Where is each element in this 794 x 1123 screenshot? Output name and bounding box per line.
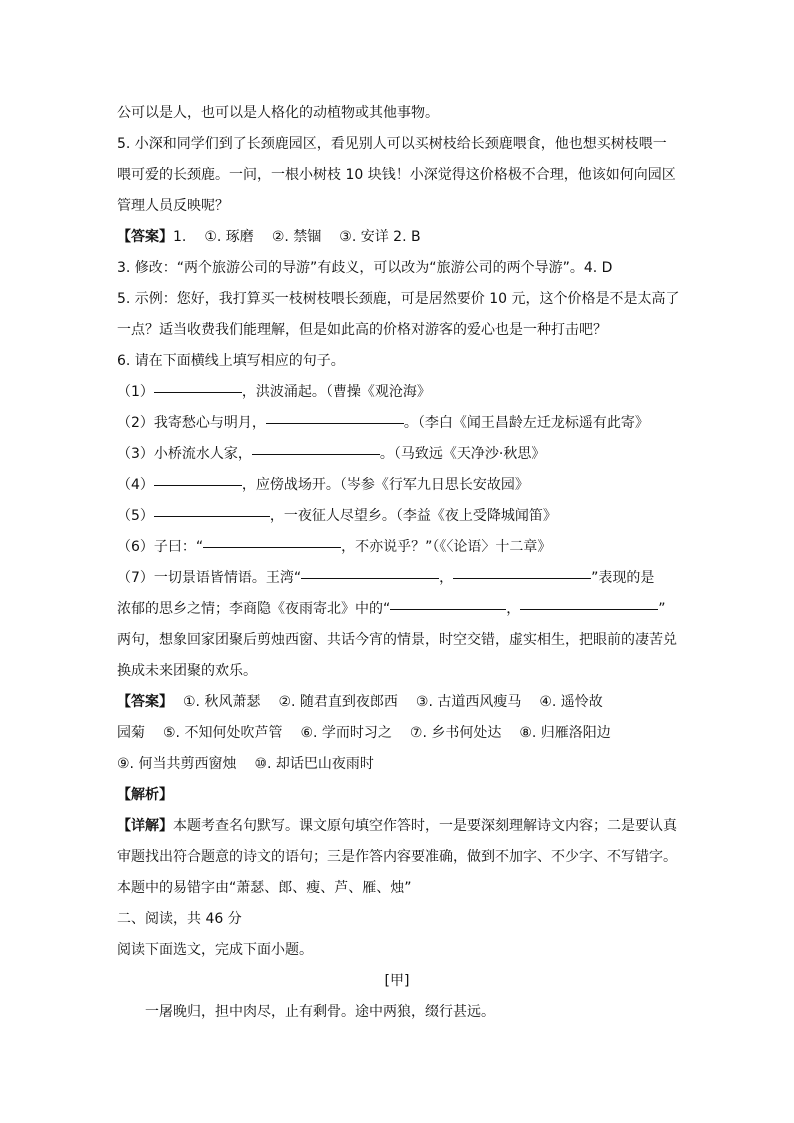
blank-suffix: ，洪波涌起。（曹操《观沧海》 [241, 384, 431, 400]
answer-blank [154, 515, 270, 517]
answer-blank [301, 577, 439, 579]
document-page [117, 98, 680, 1028]
blank-separator: ， [439, 570, 454, 586]
answer-item: ⑦. 乡书何处达 [409, 725, 502, 741]
answer-item: ④. 遥怜故 [539, 694, 603, 710]
answer-blank [203, 546, 341, 548]
answer-item: ②. 禁锢 [271, 229, 322, 245]
blank-suffix: ” [658, 601, 666, 617]
blank-separator: ， [506, 601, 521, 617]
answer-blank [252, 453, 380, 455]
blank-prefix: （6）子曰：“ [117, 539, 204, 555]
passage-label: [甲] [384, 973, 410, 989]
answer-item: ③. 安详 2. B [339, 229, 421, 245]
text-line: 本题中的易错字由“萧瑟、郎、瘦、芦、雁、烛” [117, 880, 412, 896]
answer-item: ②. 随君直到夜郎西 [278, 694, 398, 710]
blank-suffix: 。（马致远《天净沙·秋思》 [379, 446, 546, 462]
blank-suffix: ，一夜征人尽望乡。（李益《夜上受降城闻笛》 [269, 508, 557, 524]
answer-blank [453, 577, 591, 579]
text-line: 喂可爱的长颈鹿。一问，一根小树枝 10 块钱！小深觉得这价格极不合理，他该如何向园区 [117, 167, 676, 183]
blank-suffix: ，应傍战场开。（岑参《行军九日思长安故园》 [241, 477, 529, 493]
fill-blank-5 [117, 501, 677, 532]
answer-line-2 [117, 687, 677, 718]
fill-blank-2 [117, 408, 677, 439]
text-line: 两句，想象回家团聚后剪烛西窗、共话今宵的情景，时空交错，虚实相生，把眼前的凄苦兑 [117, 632, 677, 648]
blank-prefix: （4） [117, 477, 154, 493]
fill-blank-7 [117, 563, 677, 594]
answer-blank [390, 608, 506, 610]
blank-prefix: 浓郁的思乡之情；李商隐《夜雨寄北》中的“ [117, 601, 391, 617]
answer-item: ③. 古道西风瘦马 [415, 694, 522, 710]
blank-prefix: （3）小桥流水人家， [117, 446, 252, 462]
text-line: 换成未来团聚的欢乐。 [117, 663, 257, 679]
answer-item: 1. [173, 229, 187, 245]
blank-prefix: （5） [117, 508, 154, 524]
answer-blank [520, 608, 658, 610]
question-5-text: 5. 小深和同学们到了长颈鹿园区，看见别人可以买树枝给长颈鹿喂食，他也想买树枝喂一 [117, 136, 667, 152]
fill-blank-8 [117, 594, 677, 625]
answer-item: ⑤. 不知何处吹芦管 [163, 725, 283, 741]
blank-prefix: （1） [117, 384, 154, 400]
answer-item: ⑥. 学而时习之 [300, 725, 392, 741]
text-line: 3. 修改：“两个旅游公司的导游”有歧义，可以改为“旅游公司的两个导游”。4. D [117, 260, 613, 276]
answer-line-4 [117, 749, 677, 780]
answer-line-1 [117, 222, 677, 253]
answer-item: ①. 秋风萧瑟 [183, 694, 261, 710]
instruction-text: 阅读下面选文，完成下面小题。 [117, 942, 313, 958]
passage-text: 一屠晚归，担中肉尽，止有剩骨。途中两狼，缀行甚远。 [145, 1004, 495, 1020]
fill-blank-3 [117, 439, 677, 470]
detail-line [117, 811, 677, 842]
fill-blank-6 [117, 532, 677, 563]
answer-line-3 [117, 718, 677, 749]
fill-blank-1 [117, 377, 677, 408]
blank-prefix: （7）一切景语皆情语。王湾“ [117, 570, 302, 586]
detail-text: 本题考查名句默写。课文原句填空作答时，一是要深刻理解诗文内容；二是要认真 [173, 818, 677, 834]
answer-blank [154, 391, 242, 393]
analysis-tag: 【解析】 [117, 787, 173, 803]
blank-suffix: ，不亦说乎？”（《〈论语〉十二章》 [341, 539, 552, 555]
detail-tag: 【详解】 [117, 818, 173, 834]
answer-item: ①. 琢磨 [204, 229, 254, 245]
blank-suffix: 。（李白《闻王昌龄左迁龙标遥有此寄》 [403, 415, 649, 431]
answer-item: 园菊 [117, 725, 145, 741]
text-line: 5. 示例：您好，我打算买一枝树枝喂长颈鹿，可是居然要价 10 元，这个价格是不是太高了 [117, 291, 680, 307]
text-line: 审题找出符合题意的诗文的语句；三是作答内容要准确，做到不加字、不少字、不写错字。 [117, 849, 677, 865]
text-line: 管理人员反映呢？ [117, 198, 229, 214]
text-line: 一点？适当收费我们能理解，但是如此高的价格对游客的爱心也是一种打击吧？ [117, 322, 607, 338]
text-line: 公可以是人，也可以是人格化的动植物或其他事物。 [117, 105, 439, 121]
question-6-text: 6. 请在下面横线上填写相应的句子。 [117, 353, 345, 369]
answer-item: ⑩. 却话巴山夜雨时 [254, 756, 374, 772]
blank-prefix: （2）我寄愁心与明月， [117, 415, 266, 431]
fill-blank-4 [117, 470, 677, 501]
answer-blank [154, 484, 242, 486]
section-heading: 二、阅读，共 46 分 [117, 911, 242, 927]
answer-blank [266, 422, 404, 424]
blank-suffix: ”表现的是 [591, 570, 655, 586]
answer-tag: 【答案】 [117, 694, 173, 710]
answer-item: ⑧. 归雁洛阳边 [519, 725, 611, 741]
answer-tag: 【答案】 [117, 229, 173, 245]
answer-item: ⑨. 何当共剪西窗烛 [117, 756, 237, 772]
